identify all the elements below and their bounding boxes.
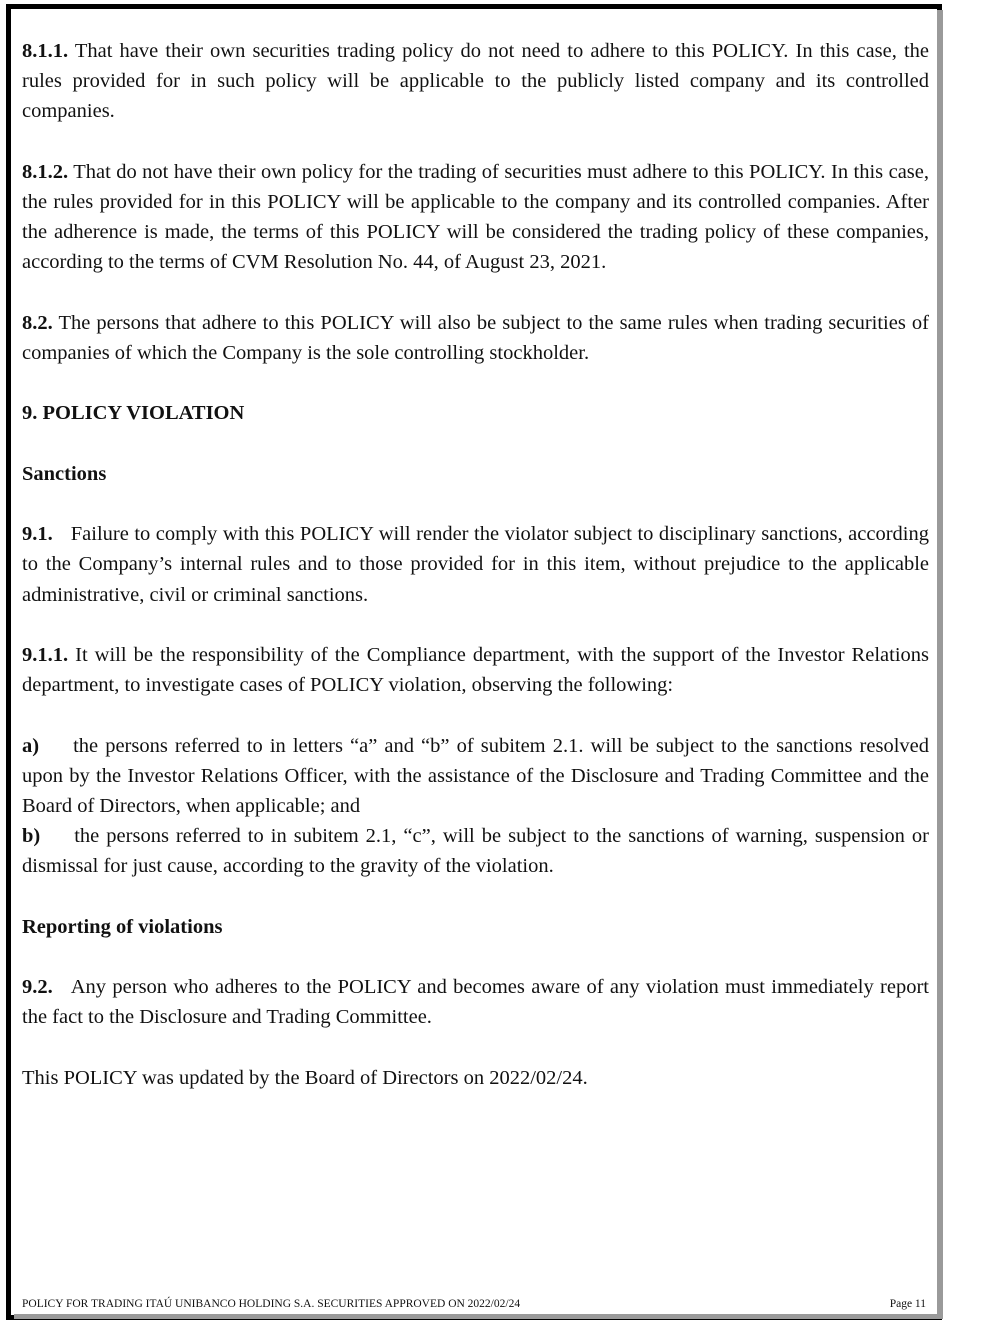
footer-title: POLICY FOR TRADING ITAÚ UNIBANCO HOLDING S.A. SECURITIES APPROVED ON 2022/02/24: [22, 1298, 521, 1310]
paragraph-8-1-2: [22, 157, 929, 278]
page-shadow-bottom: [14, 1314, 943, 1319]
paragraph-8-2: [22, 308, 929, 368]
paragraph-text: Failure to comply with this POLICY will render the violator subject to disciplinary sanctions, according to the Company’s internal rules and to those provided for in this item, without prejudice to the applicable administrative, civil or criminal sanctions.: [22, 523, 929, 606]
page-shadow-right: [937, 10, 943, 1318]
list-item-a: [22, 731, 929, 822]
section-number: 8.1.2.: [22, 160, 69, 183]
section-number: 8.1.1.: [22, 40, 69, 62]
heading-sanctions: Sanctions: [22, 462, 107, 485]
list-item-b: [22, 821, 929, 881]
page-number: Page 11: [889, 1298, 926, 1310]
section-number: 9.1.1.: [22, 643, 69, 666]
list-item-text: the persons referred to in subitem 2.1, “c”, will be subject to the sanctions of warning, suspension or dismissal for just cause, according to the gravity of the violation.: [22, 825, 929, 878]
paragraph-text: Any person who adheres to the POLICY and becomes aware of any violation must immediately report the fact to the Disclosure and Trading Committee.: [22, 976, 929, 1029]
paragraph-8-1-1: [22, 36, 929, 127]
paragraph-9-1: [22, 519, 929, 610]
section-number: 9.2.: [22, 976, 53, 999]
paragraph-text: The persons that adhere to this POLICY will also be subject to the same rules when trading securities of companies of which the Company is the sole controlling stockholder.: [22, 311, 929, 364]
paragraph-text: That do not have their own policy for the trading of securities must adhere to this POLICY. In this case, the rules provided for in this POLICY will be applicable to the company and its controlled companies. After the adherence is made, the terms of this POLICY will be considered the trading policy of these companies, according to the terms of CVM Resolution No. 44, of August 23, 2021.: [22, 160, 929, 274]
section-number: 9.1.: [22, 523, 53, 546]
section-number: 8.2.: [22, 311, 53, 334]
document-body: [22, 36, 929, 1123]
closing-statement: This POLICY was updated by the Board of Directors on 2022/02/24.: [22, 1066, 588, 1089]
paragraph-9-2: [22, 972, 929, 1032]
paragraph-text: That have their own securities trading policy do not need to adhere to this POLICY. In this case, the rules provided for in such policy will be applicable to the publicly listed company and its controlled companies.: [22, 40, 929, 123]
paragraph-9-1-1: [22, 640, 929, 700]
list-marker: b): [22, 825, 41, 848]
heading-policy-violation: 9. POLICY VIOLATION: [22, 402, 245, 425]
page-footer: [22, 1297, 926, 1311]
paragraph-text: It will be the responsibility of the Compliance department, with the support of the Investor Relations department, to investigate cases of POLICY violation, observing the following:: [22, 643, 929, 697]
heading-reporting-violations: Reporting of violations: [22, 915, 223, 938]
list-marker: a): [22, 734, 40, 757]
list-item-text: the persons referred to in letters “a” and “b” of subitem 2.1. will be subject to the sanctions resolved upon by the Investor Relations Officer, with the assistance of the Disclosure and Trading Committee and the Board of Directors, when applicable; and: [22, 734, 929, 817]
